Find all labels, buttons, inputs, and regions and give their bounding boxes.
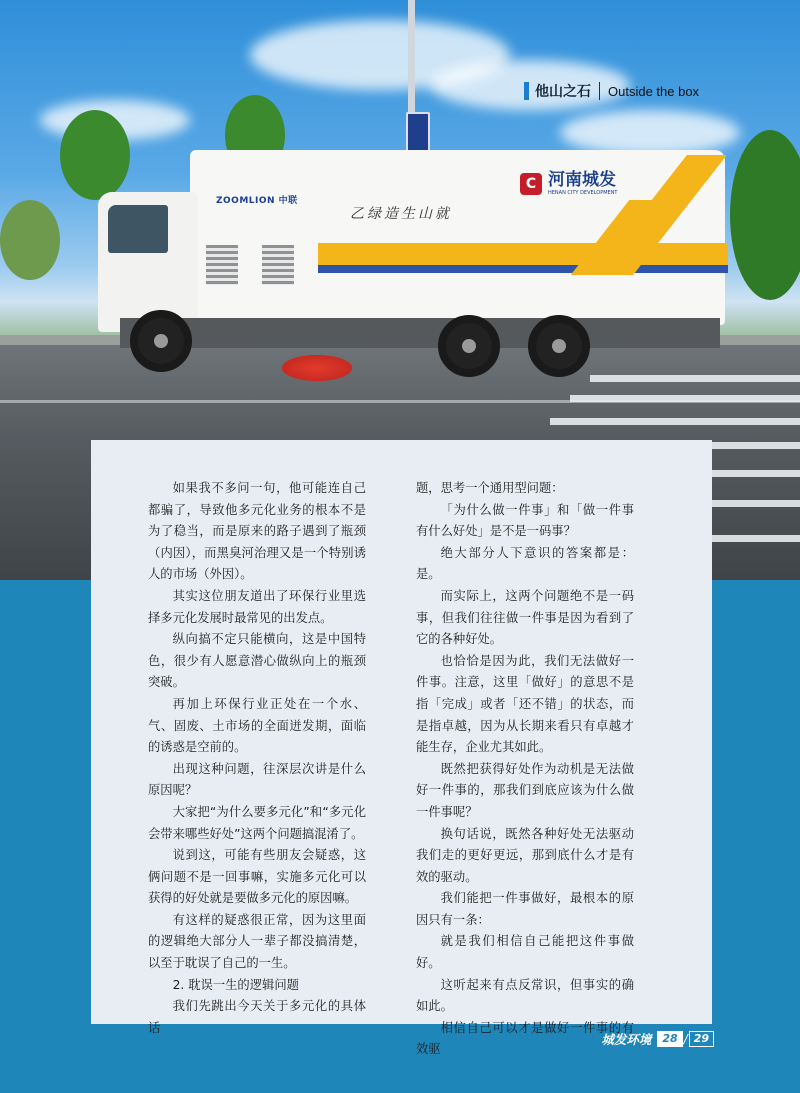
paragraph: 「为什么做一件事」和「做一件事有什么好处」是不是一码事？ [416, 502, 634, 539]
truck-company-logo [520, 172, 618, 196]
truck-wheel [130, 310, 192, 372]
truck-vent [206, 245, 238, 285]
section-tag [524, 80, 699, 102]
section-title-en: Outside the box [608, 83, 700, 99]
crosswalk-stripe [710, 500, 800, 507]
paragraph: 其实这位朋友道出了环保行业里选择多元化发展时最常见的出发点。 [148, 588, 366, 625]
paragraph: 如果我不多问一句，他可能连自己都骗了，导致他多元化业务的根本不是为了稳当，而是原来的路子遇到了瓶颈（内因），而黑臭河治理又是一个特别诱人的市场（外因）。 [148, 481, 366, 582]
article-column-right [416, 478, 634, 1061]
paragraph: 有这样的疑惑很正常，因为这里面的逻辑绝大部分人一辈子都没搞清楚，以至于耽误了自己的一生。 [148, 912, 366, 971]
truck-chassis [120, 318, 720, 348]
company-logo-icon: C [520, 173, 542, 195]
tree [730, 130, 800, 300]
section-tag-bar [524, 82, 529, 100]
page-number-divider: / [683, 1032, 688, 1046]
page-number-right: 29 [689, 1031, 714, 1047]
cloud [560, 110, 740, 155]
paragraph: 说到这，可能有些朋友会疑惑，这俩问题不是一回事嘛，实施多元化可以获得的好处就是要做多元化的原因嘛。 [148, 848, 366, 906]
paragraph: 绝大部分人下意识的答案都是：是。 [416, 545, 634, 582]
paragraph: 而实际上，这两个问题绝不是一码事，但我们往往做一件事是因为看到了它的各种好处。 [416, 588, 634, 647]
truck-yellow-stripe [318, 243, 728, 265]
crosswalk-stripe [710, 470, 800, 477]
truck-logo-cn: 河南城发 [548, 170, 616, 190]
truck-wheel [438, 315, 500, 377]
paragraph: 我们先跳出今天关于多元化的具体话 [148, 999, 366, 1035]
truck-brand-label: ZOOMLION 中联 [216, 196, 298, 206]
crosswalk-stripe [550, 418, 800, 425]
paragraph: 我们能把一件事做好，最根本的原因只有一条： [416, 891, 634, 927]
tree [0, 200, 60, 280]
truck-slogan: 乙绿造生山就 [350, 206, 452, 222]
paragraph-continuation: 题，思考一个通用型问题： [416, 481, 564, 495]
paragraph: 相信自己可以才是做好一件事的有效驱 [416, 1020, 634, 1057]
truck-logo-en: HENAN CITY DEVELOPMENT [548, 190, 618, 196]
paragraph: 换句话说，既然各种好处无法驱动我们走的更好更远，那到底什么才是有效的驱动。 [416, 826, 634, 884]
truck-window [108, 205, 168, 253]
magazine-title: 城发环境 [601, 1032, 652, 1047]
tree [60, 110, 130, 200]
article-column-left [148, 478, 366, 1039]
paragraph: 就是我们相信自己能把这件事做好。 [416, 934, 634, 971]
paragraph: 纵向搞不定只能横向，这是中国特色，很少有人愿意潜心做纵向上的瓶颈突破。 [148, 632, 366, 690]
page-number-left: 28 [657, 1031, 682, 1047]
section-tag-divider [599, 82, 600, 100]
section-title-cn: 他山之石 [535, 84, 591, 100]
paragraph: 出现这种问题，往深层次讲是什么原因呢？ [148, 761, 366, 798]
sweeper-brush [282, 355, 352, 381]
truck-vent [262, 245, 294, 285]
page-numbers [657, 1031, 714, 1047]
paragraph: 也恰恰是因为此，我们无法做好一件事。注意，这里「做好」的意思不是指「完成」或者「还不错」的状态，而是指卓越，因为从长期来看只有卓越才能生存，企业尤其如此。 [416, 653, 634, 755]
paragraph: 既然把获得好处作为动机是无法做好一件事的，那我们到底应该为什么做一件事呢？ [416, 761, 634, 819]
section-heading: 2. 耽误一生的逻辑问题 [172, 977, 299, 992]
crosswalk-stripe [570, 395, 800, 402]
paragraph: 这听起来有点反常识，但事实的确如此。 [416, 977, 634, 1014]
truck-wheel [528, 315, 590, 377]
crosswalk-stripe [710, 535, 800, 542]
paragraph: 大家把“为什么要多元化”和“多元化会带来哪些好处”这两个问题搞混淆了。 [148, 804, 366, 841]
paragraph: 再加上环保行业正处在一个水、气、固废、土市场的全面迸发期，面临的诱惑是空前的。 [148, 696, 366, 755]
truck-blue-stripe [318, 265, 728, 273]
page-footer [601, 1030, 714, 1048]
crosswalk-stripe [590, 375, 800, 382]
